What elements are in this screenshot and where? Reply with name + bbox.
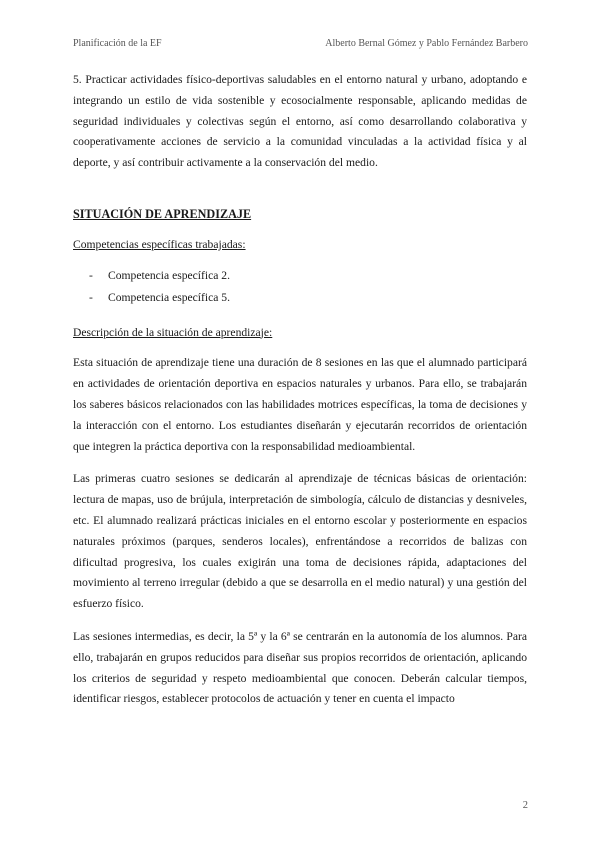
intro-paragraph: 5. Practicar actividades físico-deportivas saludables en el entorno natural y urbano, adoptando e integrando un estilo de vida sostenible y ecosocialmente responsable, aplicando medidas de seguridad individuales y colectivas según el entorno, así como desarrollando colaborativa y cooperativamente acciones de servicio a la comunidad vinculadas a la actividad física y al deporte, y así contribuir activamente a la conservación del medio. <box>73 73 527 170</box>
section-title: SITUACIÓN DE APRENDIZAJE <box>73 206 252 221</box>
page-number: 2 <box>522 800 528 811</box>
competencias-heading: Competencias específicas trabajadas: <box>73 237 246 251</box>
list-item <box>73 287 527 309</box>
header-document-title: Planificación de la EF <box>73 38 162 49</box>
descripcion-paragraph-1: Esta situación de aprendizaje tiene una duración de 8 sesiones en las que el alumnado participará en actividades de orientación deportiva en espacios naturales y urbanos. Para ello, se trabajarán los saberes básicos relacionados con las habilidades motrices específicas, la toma de decisiones y la interacción con el entorno. Los estudiantes diseñarán y ejecutarán recorridos de orientación que integren la práctica deportiva con la responsabilidad medioambiental. <box>73 356 527 453</box>
list-item-text: Competencia específica 5. <box>108 290 231 304</box>
descripcion-heading: Descripción de la situación de aprendizaje: <box>73 325 273 339</box>
page-content <box>73 70 527 722</box>
descripcion-paragraph-2: Las primeras cuatro sesiones se dedicarán al aprendizaje de técnicas básicas de orientación: lectura de mapas, uso de brújula, interpretación de simbología, cálculo de distancias y desniveles, etc. El alumnado realizará prácticas iniciales en el entorno escolar y posteriormente en espacios naturales próximos (parques, senderos locales), enfrentándose a recorridos de balizas con dificultad progresiva, los cuales exigirán una toma de decisiones rápida, adaptaciones del movimiento al terreno irregular (debido a que se desarrolla en el medio natural) y una gestión del esfuerzo físico. <box>73 472 527 611</box>
page-header <box>73 38 528 49</box>
list-item-text: Competencia específica 2. <box>108 268 231 282</box>
competencias-list <box>73 265 527 309</box>
header-authors: Alberto Bernal Gómez y Pablo Fernández Barbero <box>325 38 528 49</box>
descripcion-paragraph-3: Las sesiones intermedias, es decir, la 5ª y la 6ª se centrarán en la autonomía de los alumnos. Para ello, trabajarán en grupos reducidos para diseñar sus propios recorridos de orientación, aplicando los criterios de seguridad y respeto medioambiental que conocen. Deberán calcular tiempos, identificar riesgos, establecer protocolos de actuación y tener en cuenta el impacto <box>73 629 527 706</box>
list-bullet: - <box>89 290 93 304</box>
list-item <box>73 265 527 287</box>
list-bullet: - <box>89 268 93 282</box>
